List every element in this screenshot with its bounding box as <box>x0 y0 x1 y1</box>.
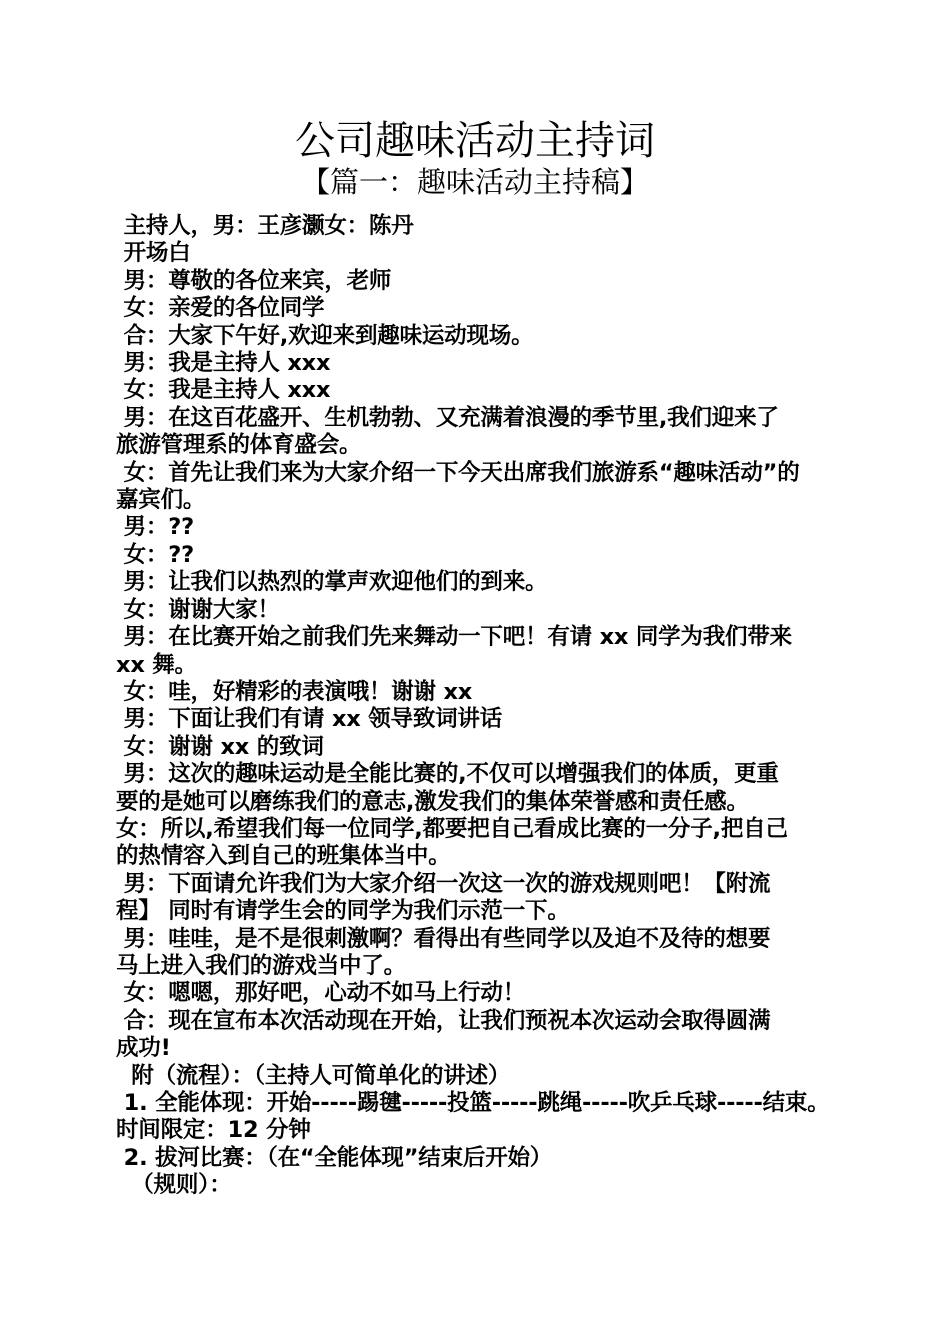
text-line: 女：?? <box>116 541 194 568</box>
text-line: xx 舞。 <box>116 651 197 678</box>
text-line: 男：我是主持人 xxx <box>116 350 331 377</box>
text-line: （规则）： <box>116 1172 232 1199</box>
text-line: 主持人，男：王彦灏女：陈丹 <box>116 213 414 239</box>
text-line: 嘉宾们。 <box>116 487 206 514</box>
text-line: 旅游管理系的体育盛会。 <box>116 432 362 459</box>
text-line: 男：让我们以热烈的掌声欢迎他们的到来。 <box>116 569 548 596</box>
text-line: 女：谢谢大家！ <box>116 596 280 623</box>
text-line: 男：尊敬的各位来宾，老师 <box>116 267 392 294</box>
text-line: 马上进入我们的游戏当中了。 <box>116 952 406 979</box>
text-line: 女：所以,希望我们每一位同学,都要把自己看成比赛的一分子,把自己 <box>116 815 788 842</box>
text-line: 男：在这百花盛开、生机勃勃、又充满着浪漫的季节里,我们迎来了 <box>116 404 779 431</box>
text-line: 男：在比赛开始之前我们先来舞动一下吧！有请 xx 同学为我们带来 <box>116 624 792 651</box>
text-line: 开场白 <box>116 240 191 267</box>
text-line: 男：哇哇，是不是很刺激啊？看得出有些同学以及迫不及待的想要 <box>116 925 771 952</box>
text-line: 1. 全能体现：开始-----踢毽-----投篮-----跳绳-----吹乒乓球-----结束。 <box>116 1090 830 1116</box>
document-title: 公司趣味活动主持词 <box>295 118 655 164</box>
text-line: 女：首先让我们来为大家介绍一下今天出席我们旅游系“趣味活动”的 <box>116 459 800 486</box>
text-line: 女：我是主持人 xxx <box>116 377 331 404</box>
text-line: 女：谢谢 xx 的致词 <box>116 733 324 760</box>
text-line: 程】 同时有请学生会的同学为我们示范一下。 <box>116 898 570 925</box>
document-subtitle: 【篇一：趣味活动主持稿】 <box>300 165 649 199</box>
text-line: 合：大家下午好,欢迎来到趣味运动现场。 <box>116 322 534 349</box>
text-line: 成功! <box>116 1035 171 1062</box>
text-line: 男：下面让我们有请 xx 领导致词讲话 <box>116 706 503 733</box>
text-line: 男：下面请允许我们为大家介绍一次这一次的游戏规则吧！【附流 <box>116 870 771 897</box>
text-line: 时间限定：12 分钟 <box>116 1117 311 1144</box>
text-line: 的热情容入到自己的班集体当中。 <box>116 843 451 870</box>
text-line: 合：现在宣布本次活动现在开始，让我们预祝本次运动会取得圆满 <box>116 1007 771 1034</box>
text-line: 女：亲爱的各位同学 <box>116 295 325 322</box>
text-line: 要的是她可以磨练我们的意志,激发我们的集体荣誉感和责任感。 <box>116 788 749 815</box>
text-line: 2. 拔河比赛：（在“全能体现”结束后开始） <box>116 1144 553 1171</box>
text-line: 男：?? <box>116 514 194 541</box>
text-line: 男：这次的趣味运动是全能比赛的,不仅可以增强我们的体质，更重 <box>116 761 779 788</box>
text-line: 女：哇，好精彩的表演哦！谢谢 xx <box>116 678 473 705</box>
text-line: 女：嗯嗯，那好吧，心动不如马上行动！ <box>116 980 526 1007</box>
text-line: 附（流程）：（主持人可简单化的讲述） <box>116 1062 511 1089</box>
document-body <box>116 213 834 1200</box>
